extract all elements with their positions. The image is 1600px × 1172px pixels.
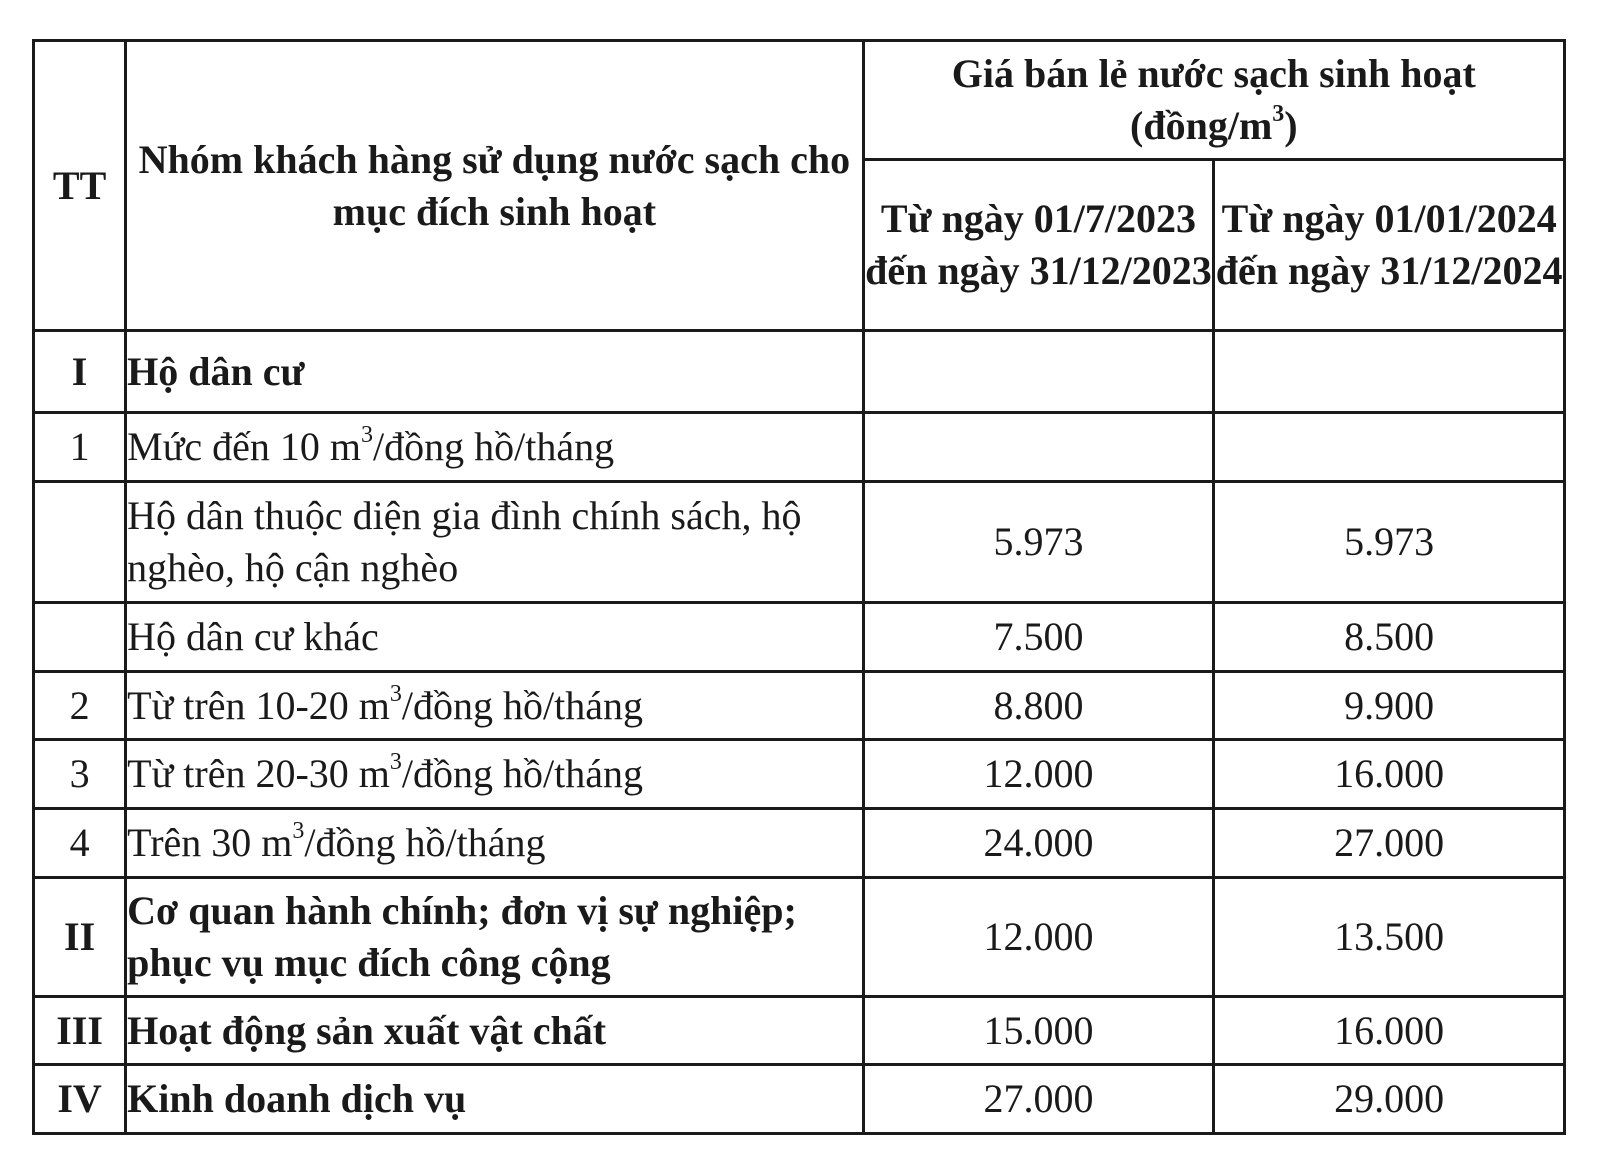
table-row [34, 809, 1565, 878]
row-description-text: Từ trên 10-20 m [127, 682, 390, 728]
row-description-suffix: /đồng hồ/tháng [373, 424, 615, 469]
row-tt: 3 [34, 740, 126, 809]
row-description [126, 413, 863, 482]
row-price-2024 [1214, 413, 1565, 482]
table-row [34, 878, 1565, 997]
header-price-unit-sup: 3 [1272, 101, 1285, 127]
row-price-2024: 27.000 [1214, 809, 1565, 878]
row-description: Cơ quan hành chính; đơn vị sự nghiệp; phục vụ mục đích công cộng [126, 878, 863, 997]
header-period-2023: Từ ngày 01/7/2023 đến ngày 31/12/2023 [863, 160, 1214, 331]
row-tt: III [34, 997, 126, 1065]
row-tt: I [34, 331, 126, 413]
table-row [34, 603, 1565, 672]
row-price-2024: 16.000 [1214, 997, 1565, 1065]
table-row [34, 413, 1565, 482]
row-description-suffix: /đồng hồ/tháng [304, 820, 546, 865]
row-description: Hoạt động sản xuất vật chất [126, 997, 863, 1065]
row-price-2023: 24.000 [863, 809, 1214, 878]
header-customer-group: Nhóm khách hàng sử dụng nước sạch cho mục đích sinh hoạt [126, 41, 863, 331]
row-description [126, 740, 863, 809]
header-tt: TT [34, 41, 126, 331]
row-description [126, 672, 863, 740]
row-price-2024: 8.500 [1214, 603, 1565, 672]
row-description-text: Trên 30 m [127, 820, 293, 865]
row-tt: 2 [34, 672, 126, 740]
row-price-2023 [863, 413, 1214, 482]
row-price-2024: 5.973 [1214, 482, 1565, 603]
table-row [34, 672, 1565, 740]
header-retail-price [863, 41, 1564, 160]
header-price-unit-open: (đồng/m [1130, 103, 1273, 148]
row-tt: 4 [34, 809, 126, 878]
row-description-suffix: /đồng hồ/tháng [401, 682, 643, 728]
table-row [34, 997, 1565, 1065]
row-tt: 1 [34, 413, 126, 482]
table-row [34, 331, 1565, 413]
row-price-2024: 9.900 [1214, 672, 1565, 740]
row-description-suffix: /đồng hồ/tháng [401, 751, 643, 796]
row-price-2024: 13.500 [1214, 878, 1565, 997]
table-row [34, 740, 1565, 809]
row-price-2023: 27.000 [863, 1065, 1214, 1134]
row-description: Hộ dân cư [126, 331, 863, 413]
header-price-title: Giá bán lẻ nước sạch sinh hoạt [951, 51, 1476, 96]
row-description: Kinh doanh dịch vụ [126, 1065, 863, 1134]
row-tt: IV [34, 1065, 126, 1134]
row-price-2023: 8.800 [863, 672, 1214, 740]
header-period-2024: Từ ngày 01/01/2024 đến ngày 31/12/2024 [1214, 160, 1565, 331]
row-description-sup: 3 [389, 680, 402, 707]
table-row [34, 1065, 1565, 1134]
row-description-sup: 3 [389, 749, 402, 775]
row-tt [34, 603, 126, 672]
row-price-2024: 16.000 [1214, 740, 1565, 809]
row-price-2023: 15.000 [863, 997, 1214, 1065]
row-description [126, 809, 863, 878]
row-description-sup: 3 [361, 422, 374, 448]
table-row [34, 482, 1565, 603]
row-price-2024: 29.000 [1214, 1065, 1565, 1134]
header-price-unit-close: ) [1284, 103, 1298, 148]
row-price-2023 [863, 331, 1214, 413]
row-tt [34, 482, 126, 603]
row-description-sup: 3 [292, 818, 305, 844]
water-price-table [32, 39, 1566, 1135]
row-price-2023: 7.500 [863, 603, 1214, 672]
row-description-text: Từ trên 20-30 m [127, 751, 390, 796]
row-description: Hộ dân cư khác [126, 603, 863, 672]
row-price-2024 [1214, 331, 1565, 413]
row-description: Hộ dân thuộc diện gia đình chính sách, hộ nghèo, hộ cận nghèo [126, 482, 863, 603]
row-description-text: Mức đến 10 m [127, 424, 362, 469]
row-price-2023: 5.973 [863, 482, 1214, 603]
row-price-2023: 12.000 [863, 878, 1214, 997]
row-price-2023: 12.000 [863, 740, 1214, 809]
row-tt: II [34, 878, 126, 997]
